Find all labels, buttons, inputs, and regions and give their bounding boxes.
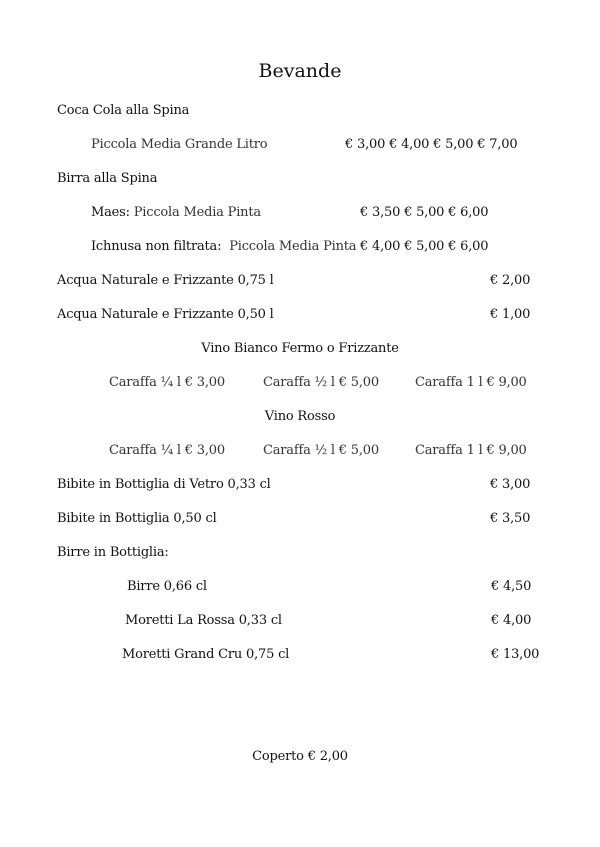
acqua-050-price: € 1,00: [490, 307, 531, 322]
acqua-075-price: € 2,00: [490, 273, 531, 288]
ichnusa-prices: € 4,00 € 5,00 € 6,00: [360, 239, 489, 254]
moretti-rossa-name: Moretti La Rossa 0,33 cl: [125, 613, 282, 628]
vino-bianco-heading: Vino Bianco Fermo o Frizzante: [201, 341, 399, 356]
birre-066-price: € 4,50: [491, 579, 532, 594]
vino-bianco-caraffa-half: Caraffa ½ l € 5,00: [263, 375, 379, 390]
page-title: Bevande: [258, 60, 342, 82]
vino-bianco-caraffa-quarter: Caraffa ¼ l € 3,00: [109, 375, 225, 390]
coca-cola-name: Coca Cola alla Spina: [57, 103, 190, 118]
ichnusa-label: Ichnusa non filtrata:: [91, 239, 222, 254]
maes-label: Maes:: [91, 205, 130, 220]
acqua-050-name: Acqua Naturale e Frizzante 0,50 l: [57, 307, 274, 322]
ichnusa-row: [91, 239, 356, 254]
vino-rosso-caraffa-quarter: Caraffa ¼ l € 3,00: [109, 443, 225, 458]
moretti-grand-cru-price: € 13,00: [491, 647, 540, 662]
vino-bianco-caraffa-litre: Caraffa 1 l € 9,00: [415, 375, 527, 390]
maes-sizes: Piccola Media Pinta: [133, 205, 261, 220]
maes-prices: € 3,50 € 5,00 € 6,00: [360, 205, 489, 220]
ichnusa-sizes: Piccola Media Pinta: [229, 239, 357, 254]
coca-cola-sizes: Piccola Media Grande Litro: [91, 137, 268, 152]
moretti-grand-cru-name: Moretti Grand Cru 0,75 cl: [122, 647, 290, 662]
vino-rosso-caraffa-litre: Caraffa 1 l € 9,00: [415, 443, 527, 458]
coperto: Coperto € 2,00: [252, 749, 348, 764]
vino-rosso-caraffa-half: Caraffa ½ l € 5,00: [263, 443, 379, 458]
vino-rosso-heading: Vino Rosso: [264, 409, 336, 424]
moretti-rossa-price: € 4,00: [491, 613, 532, 628]
bibite-vetro-price: € 3,00: [490, 477, 531, 492]
bibite-050-name: Bibite in Bottiglia 0,50 cl: [57, 511, 217, 526]
maes-row: [91, 205, 261, 220]
coca-cola-prices: € 3,00 € 4,00 € 5,00 € 7,00: [345, 137, 518, 152]
birra-spina-name: Birra alla Spina: [57, 171, 158, 186]
bibite-vetro-name: Bibite in Bottiglia di Vetro 0,33 cl: [57, 477, 271, 492]
birre-066-name: Birre 0,66 cl: [127, 579, 207, 594]
birre-bottiglia-heading: Birre in Bottiglia:: [57, 545, 169, 560]
bibite-050-price: € 3,50: [490, 511, 531, 526]
acqua-075-name: Acqua Naturale e Frizzante 0,75 l: [57, 273, 274, 288]
